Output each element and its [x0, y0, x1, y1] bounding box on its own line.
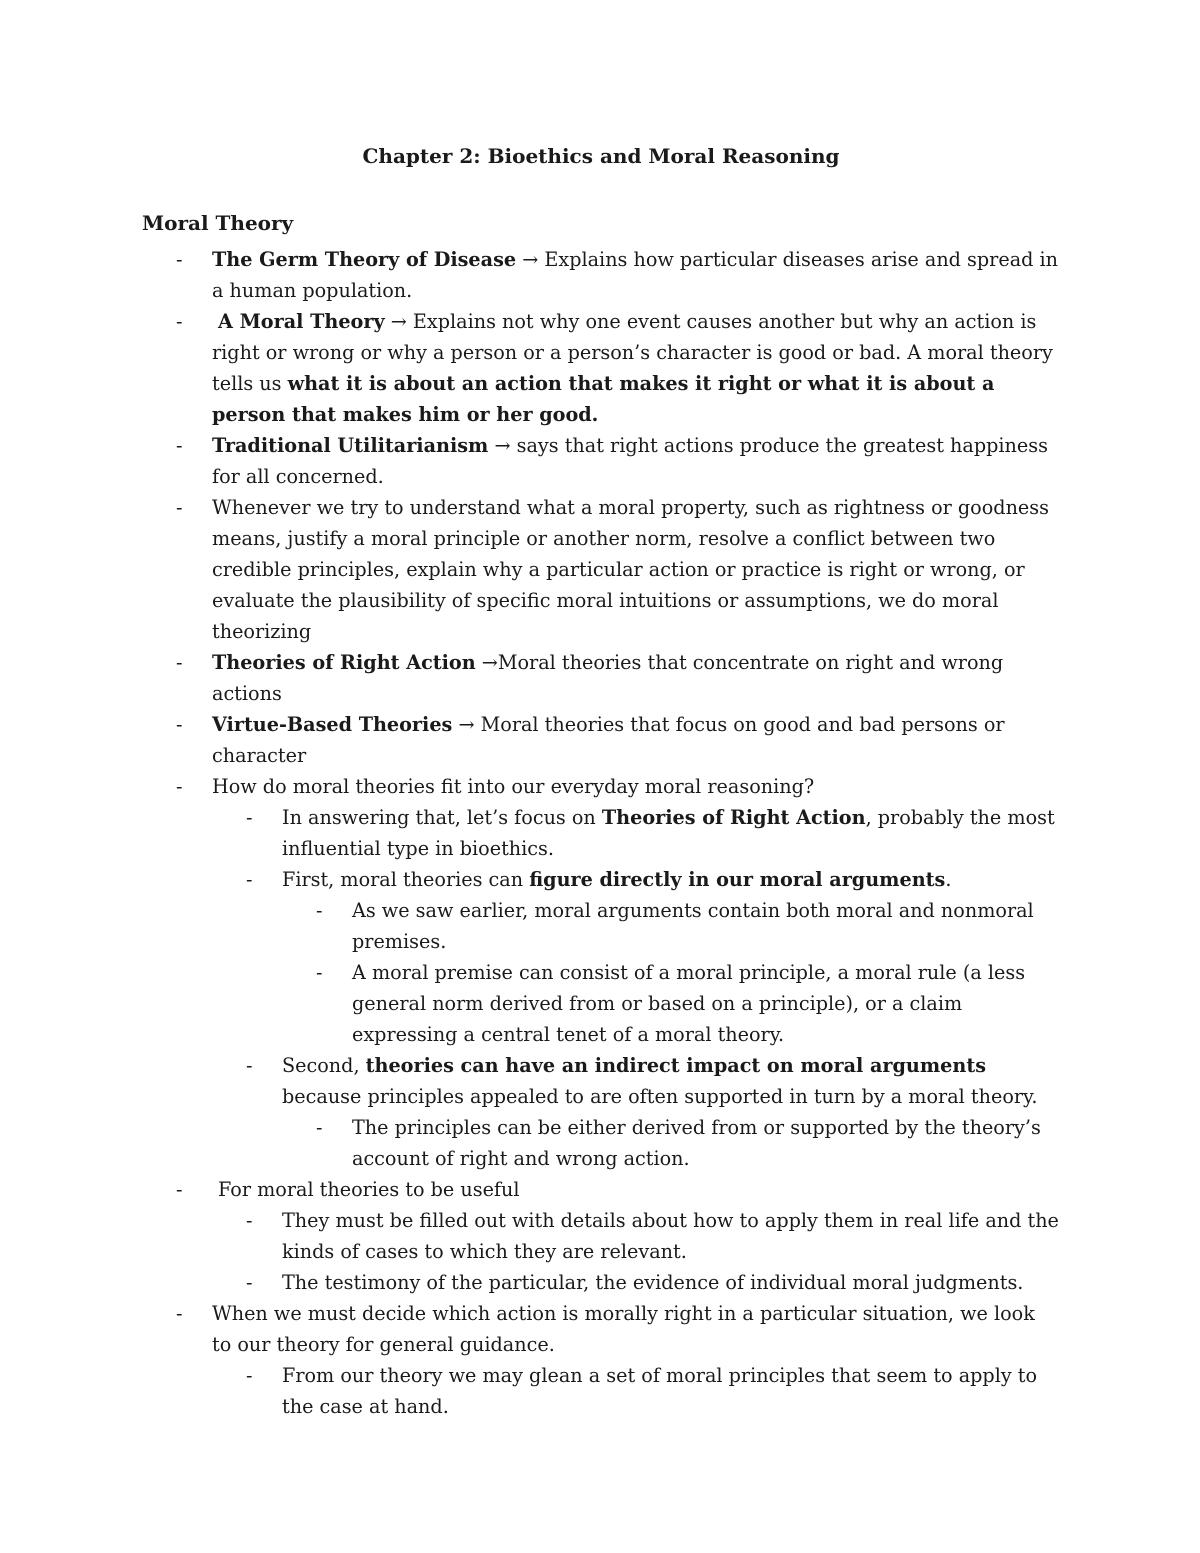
list-item [142, 647, 1060, 709]
item-text: In answering that, let’s focus on [282, 806, 602, 829]
list-item [212, 802, 1060, 864]
term: Traditional Utilitarianism [212, 434, 489, 457]
list-item [142, 492, 1060, 647]
outline-list [142, 244, 1060, 1422]
term: A Moral Theory [218, 310, 385, 333]
item-text: How do moral theories fit into our everyday moral reasoning? [212, 775, 815, 798]
list-item [212, 1050, 1060, 1174]
emphasis: theories can have an indirect impact on moral arguments [365, 1054, 987, 1077]
list-item [212, 864, 1060, 1050]
item-text: , probably the most influential type in bioethics. [282, 806, 1055, 860]
item-text: From our theory we may glean a set of moral principles that seem to apply to the case at hand. [282, 1364, 1038, 1418]
sub-list [212, 1360, 1060, 1422]
item-text: Second, [282, 1054, 366, 1077]
item-text: . [945, 868, 952, 891]
list-item [212, 1267, 1060, 1298]
item-text: The testimony of the particular, the evidence of individual moral judgments. [282, 1271, 1024, 1294]
item-text: The principles can be either derived from or supported by the theory’s account of right and wrong action. [352, 1116, 1041, 1170]
list-item [212, 1360, 1060, 1422]
list-item [282, 895, 1060, 957]
list-item [142, 771, 1060, 1174]
definition: → says that right actions produce the greatest happiness for all concerned. [212, 434, 1048, 488]
list-item [142, 1298, 1060, 1422]
list-item [142, 244, 1060, 306]
term: Theories of Right Action [212, 651, 476, 674]
item-text: When we must decide which action is morally right in a particular situation, we look to our theory for general guidance. [212, 1302, 1035, 1356]
item-text: For moral theories to be useful [218, 1178, 520, 1201]
definition: → Explains how particular diseases arise and spread in a human population. [212, 248, 1059, 302]
sub-list [282, 1112, 1060, 1174]
sub-list [282, 895, 1060, 1050]
list-item [142, 1174, 1060, 1298]
term: Virtue-Based Theories [212, 713, 453, 736]
definition: →Moral theories that concentrate on right and wrong actions [212, 651, 1004, 705]
emphasis: figure directly in our moral arguments [529, 868, 946, 891]
item-text: As we saw earlier, moral arguments contain both moral and nonmoral premises. [352, 899, 1034, 953]
item-text: because principles appealed to are often supported in turn by a moral theory. [282, 1085, 1038, 1108]
list-item [142, 709, 1060, 771]
page-title: Chapter 2: Bioethics and Moral Reasoning [362, 144, 840, 168]
section-heading: Moral Theory [142, 211, 294, 235]
sub-list [212, 1205, 1060, 1298]
emphasis: what it is about an action that makes it right or what it is about a person that makes him or her good. [212, 372, 995, 426]
list-item [212, 1205, 1060, 1267]
sub-list [212, 802, 1060, 1174]
term: The Germ Theory of Disease [212, 248, 517, 271]
list-item [282, 1112, 1060, 1174]
item-text: Whenever we try to understand what a moral property, such as rightness or goodness means, justify a moral principle or another norm, resolve a conflict between two credible principles, explain why a particular action or practice is right or wrong, or evaluate the plausibility of specific moral intuitions or assumptions, we do moral theorizing [212, 496, 1049, 643]
list-item [142, 306, 1060, 430]
definition: → Explains not why one event causes another but why an action is right or wrong or why a person or a person’s character is good or bad. A moral theory tells us [212, 310, 1053, 395]
item-text: They must be filled out with details about how to apply them in real life and the kinds of cases to which they are relevant. [282, 1209, 1059, 1263]
item-text: A moral premise can consist of a moral principle, a moral rule (a less general norm derived from or based on a principle), or a claim expressing a central tenet of a moral theory. [352, 961, 1026, 1046]
list-item [142, 430, 1060, 492]
item-text: First, moral theories can [282, 868, 530, 891]
list-item [282, 957, 1060, 1050]
emphasis: Theories of Right Action [601, 806, 866, 829]
definition: → Moral theories that focus on good and bad persons or character [212, 713, 1005, 767]
